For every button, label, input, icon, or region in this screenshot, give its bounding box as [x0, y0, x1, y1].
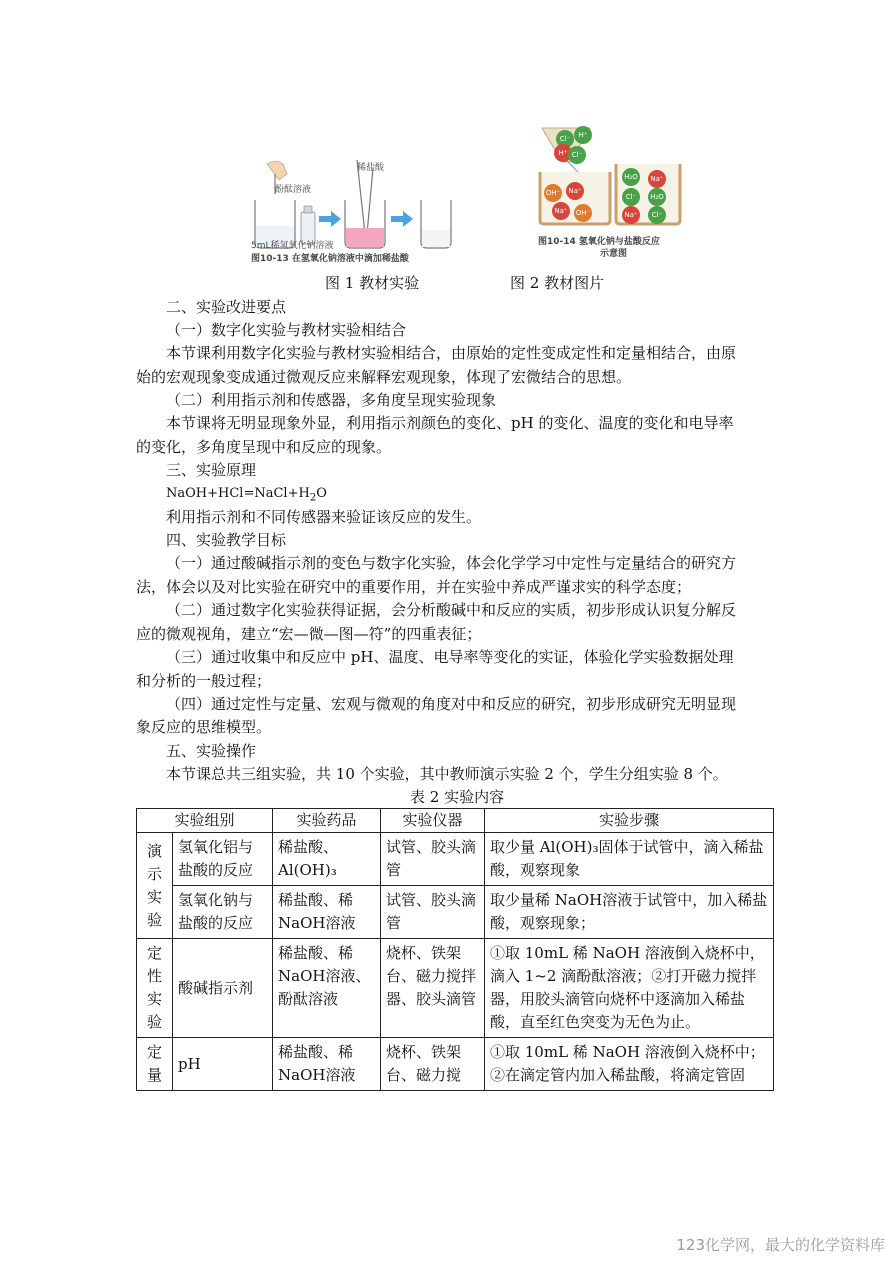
instrument-cell: 试管、胶头滴管 — [381, 886, 485, 939]
figure-1-caption: 图 1 教材实验 — [325, 274, 420, 292]
drug-cell: 稀盐酸、稀NaOH溶液 — [273, 886, 381, 939]
paragraph-line: 利用指示剂和不同传感器来验证该反应的发生。 — [166, 508, 482, 526]
table-row — [137, 939, 774, 1038]
instrument-cell: 烧杯、铁架台、磁力搅拌器、胶头滴管 — [381, 939, 485, 1038]
paragraph-line: 本节课利用数字化实验与教材实验相结合，由原始的定性变成定性和定量相结合，由原 — [166, 344, 737, 362]
arrow-icon — [319, 211, 341, 227]
arrow-icon — [391, 211, 413, 227]
ion-circle: Cl⁻ — [648, 206, 666, 224]
group-cell: 定量 — [137, 1038, 173, 1091]
ion-circle: H⁺ — [554, 144, 572, 162]
figure-2-small-caption-2: 示意图 — [600, 249, 628, 259]
header-steps: 实验步骤 — [485, 809, 774, 833]
paragraph-line: 法，体会以及对比实验在研究中的重要作用，并在实验中养成严谨求实的科学态度； — [136, 578, 692, 596]
heading-operation: 五、实验操作 — [166, 742, 257, 760]
label-indicator: 酚酞溶液 — [275, 185, 312, 195]
table-header-row — [137, 809, 774, 833]
figure-2-small-caption-1: 图10-14 氢氧化钠与盐酸反应 — [538, 237, 660, 247]
group-cell: 定性实验 — [137, 939, 173, 1038]
figure-2-caption: 图 2 教材图片 — [510, 274, 605, 292]
ion-circle: OH⁻ — [544, 184, 562, 202]
paragraph-line: 应的微观视角，建立“宏—微—图—符”的四重表征； — [136, 625, 482, 643]
table-row — [137, 833, 774, 886]
paragraph-line: 始的宏观现象变成通过微观反应来解释宏观现象，体现了宏微结合的思想。 — [136, 368, 632, 386]
ion-circle: H₂O — [648, 188, 666, 206]
figure-1-small-caption: 图10-13 在氢氧化钠溶液中滴加稀盐酸 — [251, 254, 409, 264]
subheading: （一）数字化实验与教材实验相结合 — [166, 321, 407, 339]
paragraph-line: 本节课将无明显现象外显，利用指示剂颜色的变化、pH 的变化、温度的变化和电导率 — [166, 414, 734, 432]
ion-circle: H₂O — [622, 168, 640, 186]
stir-rod-icon — [367, 168, 373, 234]
ion-circle: Cl⁻ — [622, 188, 640, 206]
paragraph-line: 象反应的思维模型。 — [136, 718, 272, 736]
hand-icon — [267, 161, 287, 180]
paragraph-line: （一）通过酸碱指示剂的变色与数字化实验，体会化学学习中定性与定量结合的研究方 — [166, 554, 737, 572]
table-row — [137, 1038, 774, 1091]
ion-circle: Na⁺ — [622, 206, 640, 224]
paragraph-line: （二）通过数字化实验获得证据，会分析酸碱中和反应的实质，初步形成认识复分解反 — [166, 601, 737, 619]
paragraph-line: 的变化，多角度呈现中和反应的现象。 — [136, 438, 392, 456]
subheading: （二）利用指示剂和传感器，多角度呈现实验现象 — [166, 391, 497, 409]
steps-cell: 取少量稀 NaOH溶液于试管中，加入稀盐酸，观察现象； — [485, 886, 774, 939]
heading-goals: 四、实验教学目标 — [166, 531, 287, 549]
name-cell: 氢氧化钠与盐酸的反应 — [173, 886, 273, 939]
label-naoh: 5mL稀氢氧化钠溶液 — [251, 241, 334, 251]
paragraph-line: 和分析的一般过程； — [136, 672, 272, 690]
ion-circle: Na⁺ — [552, 202, 570, 220]
figure-2 — [530, 122, 690, 257]
site-footer: 123化学网，最大的化学资料库 — [676, 1236, 885, 1254]
table-title: 表 2 实验内容 — [410, 788, 505, 806]
ion-circle: Cl⁻ — [556, 130, 574, 148]
header-group: 实验组别 — [137, 809, 273, 833]
steps-cell: ①取 10mL 稀 NaOH 溶液倒入烧杯中，滴入 1~2 滴酚酞溶液；②打开磁力搅拌器，用胶头滴管向烧杯中逐滴加入稀盐酸，直至红色突变为无色为止。 — [485, 939, 774, 1038]
group-cell: 演示实验 — [137, 833, 173, 939]
steps-cell: 取少量 Al(OH)₃固体于试管中，滴入稀盐酸，观察现象 — [485, 833, 774, 886]
header-drug: 实验药品 — [273, 809, 381, 833]
drug-cell: 稀盐酸、Al(OH)₃ — [273, 833, 381, 886]
header-instrument: 实验仪器 — [381, 809, 485, 833]
ion-circle: OH⁻ — [574, 204, 592, 222]
ion-circle: Na⁺ — [648, 170, 666, 188]
drug-cell: 稀盐酸、稀NaOH溶液、酚酞溶液 — [273, 939, 381, 1038]
equation: $NaOH+HCl=NaCl+H_2O$ — [166, 486, 327, 504]
name-cell: 氢氧化铝与盐酸的反应 — [173, 833, 273, 886]
heading-improvements: 二、实验改进要点 — [166, 298, 287, 316]
ion-circle: Cl⁻ — [568, 146, 586, 164]
instrument-cell: 烧杯、铁架台、磁力搅 — [381, 1038, 485, 1091]
steps-cell: ①取 10mL 稀 NaOH 溶液倒入烧杯中；②在滴定管内加入稀盐酸，将滴定管固 — [485, 1038, 774, 1091]
table-row — [137, 886, 774, 939]
name-cell: pH — [173, 1038, 273, 1091]
experiment-table — [136, 808, 774, 1091]
name-cell: 酸碱指示剂 — [173, 939, 273, 1038]
label-acid: 稀盐酸 — [357, 163, 385, 173]
paragraph-line: 本节课总共三组实验，共 10 个实验，其中教师演示实验 2 个，学生分组实验 8 个。 — [166, 765, 728, 783]
drug-cell: 稀盐酸、稀NaOH溶液 — [273, 1038, 381, 1091]
paragraph-line: （三）通过收集中和反应中 pH、温度、电导率等变化的实证，体验化学实验数据处理 — [166, 648, 734, 666]
paragraph-line: （四）通过定性与定量、宏观与微观的角度对中和反应的研究，初步形成研究无明显现 — [166, 695, 737, 713]
heading-principle: 三、实验原理 — [166, 461, 257, 479]
instrument-cell: 试管、胶头滴管 — [381, 833, 485, 886]
figure-1 — [245, 150, 455, 265]
ion-circle: H⁺ — [574, 126, 592, 144]
pink-solution-fill — [346, 228, 384, 247]
ion-circle: Na⁺ — [566, 182, 584, 200]
